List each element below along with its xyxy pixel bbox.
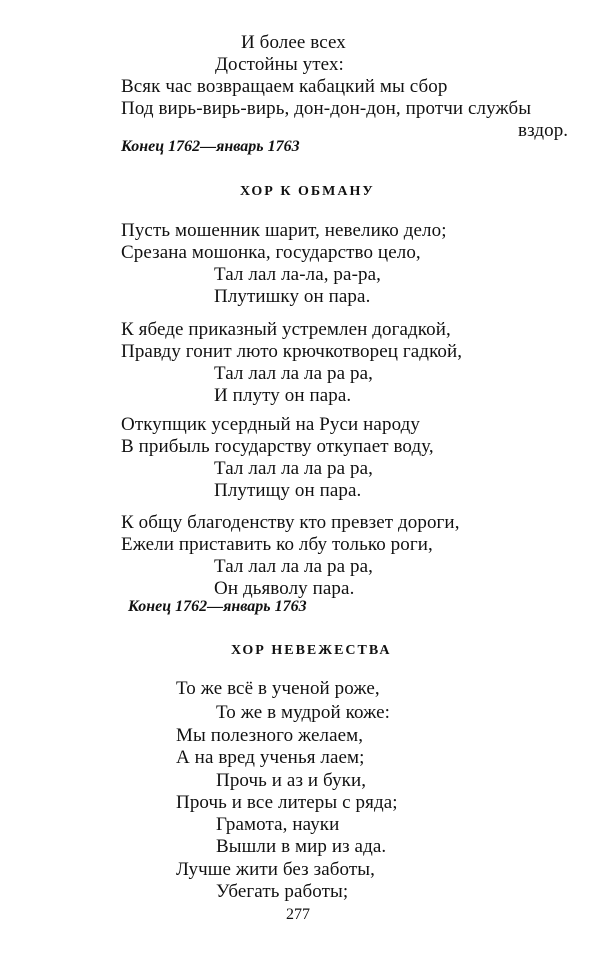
verse-line: К ябеде приказный устремлен догадкой, [121,319,451,340]
verse-line: Прочь и аз и буки, [216,770,367,791]
verse-line: Пусть мошенник шарит, невелико дело; [121,220,447,241]
verse-line: Он дьяволу пара. [214,578,355,599]
verse-line: Тал лал ла ла ра ра, [214,363,373,384]
intro-line: Под вирь-вирь-вирь, дон-дон-дон, протчи службы [121,98,532,119]
verse-line: Срезана мошонка, государство цело, [121,242,421,263]
verse-line: Лучше жити без заботы, [176,859,376,880]
poem-heading: ХОР НЕВЕЖЕСТВА [231,643,392,658]
verse-line: К общу благоденству кто превзет дороги, [121,512,460,533]
verse-line: В прибыль государству откупает воду, [121,436,434,457]
verse-line: Убегать работы; [216,881,349,902]
verse-line: Плутищу он пара. [214,480,362,501]
intro-line: Всяк час возвращаем кабацкий мы сбор [121,76,448,97]
verse-line: Откупщик усердный на Руси народу [121,414,420,435]
date-note: Конец 1762—январь 1763 [128,598,307,615]
verse-line: Плутишку он пара. [214,286,371,307]
verse-line: Грамота, науки [216,814,340,835]
intro-line: Достойны утех: [215,54,344,75]
intro-line: И более всех [241,32,346,53]
verse-line: То же в мудрой коже: [216,702,391,723]
verse-line: Прочь и все литеры с ряда; [176,792,398,813]
verse-line: Тал лал ла ла ра ра, [214,458,373,479]
verse-line: Правду гонит люто крючкотворец гадкой, [121,341,463,362]
verse-line: А на вред ученья лаем; [176,747,365,768]
verse-line: То же всё в ученой роже, [176,678,380,699]
verse-line: Тал лал ла-ла, ра-ра, [214,264,381,285]
verse-line: Мы полезного желаем, [176,725,364,746]
page-number: 277 [286,906,310,923]
verse-line: И плуту он пара. [214,385,352,406]
verse-line: Вышли в мир из ада. [216,836,387,857]
date-note: Конец 1762—январь 1763 [121,138,300,155]
intro-line: вздор. [518,120,569,141]
verse-line: Ежели приставить ко лбу только роги, [121,534,433,555]
poem-heading: ХОР К ОБМАНУ [240,184,375,199]
verse-line: Тал лал ла ла ра ра, [214,556,373,577]
